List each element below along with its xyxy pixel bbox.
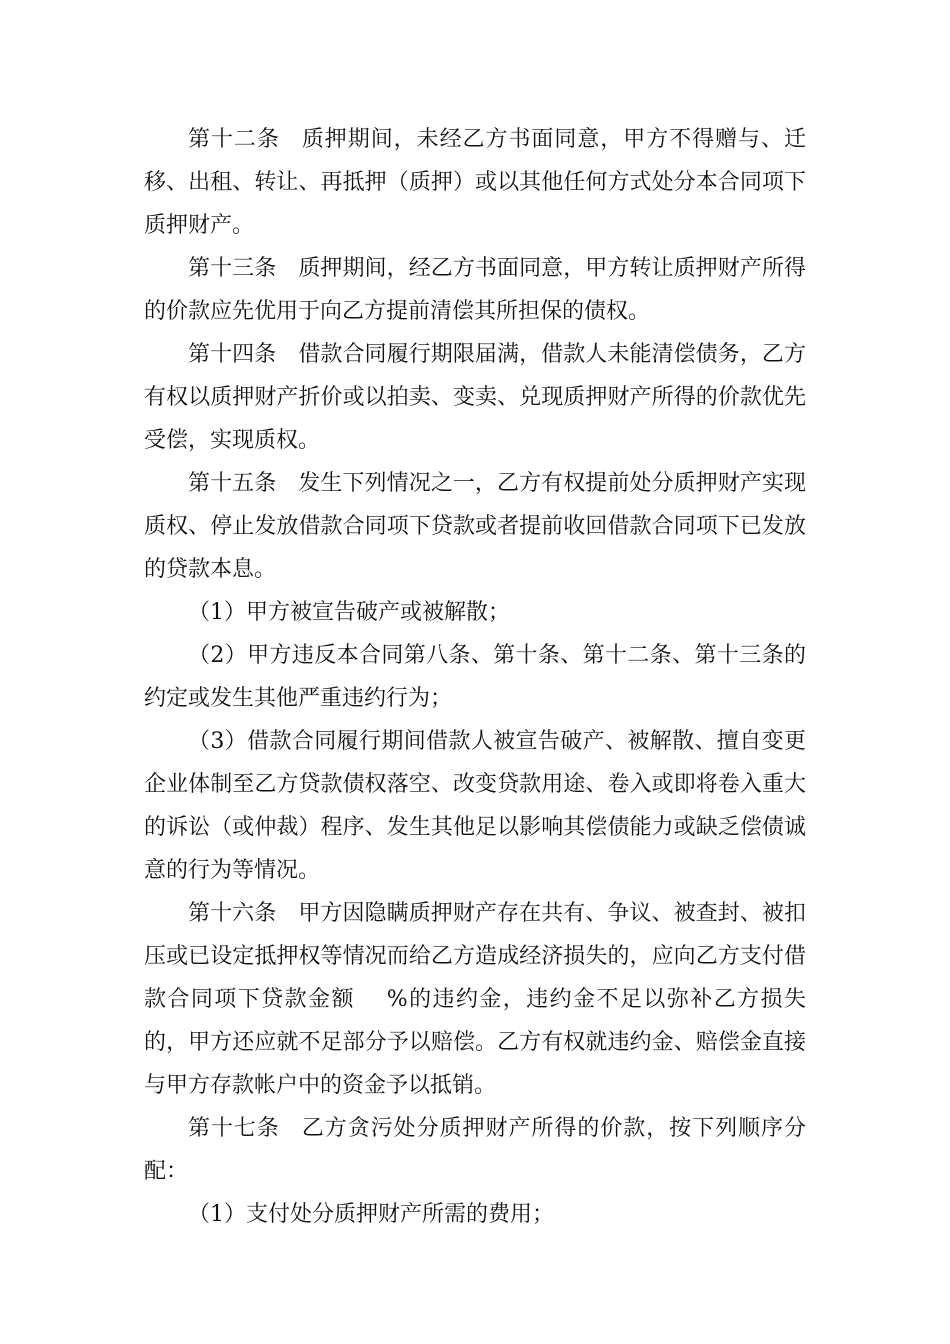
clause-16 (144, 892, 806, 1107)
clause-17 (144, 1107, 806, 1193)
clause-13 (144, 247, 806, 333)
clause-text: （3）借款合同履行期间借款人被宣告破产、被解散、擅自变更企业体制至乙方贷款债权落空、改变贷款用途、卷入或即将卷入重大的诉讼（或仲裁）程序、发生其他足以影响其偿债能力或缺乏偿债诚意的行为等情况。 (144, 729, 806, 883)
clause-15-item-2 (144, 634, 806, 720)
clause-14 (144, 333, 806, 462)
clause-15-item-3 (144, 720, 806, 892)
clause-text: （1）甲方被宣告破产或被解散； (188, 600, 510, 625)
contract-body (144, 118, 806, 1236)
article-number: 第十二条 (188, 127, 280, 152)
clause-text: 乙方贪污处分质押财产所得的价款，按下列顺序分配： (144, 1116, 806, 1184)
clause-15-item-1 (144, 591, 806, 634)
clause-text: （1）支付处分质押财产所需的费用； (188, 1202, 554, 1227)
article-number: 第十三条 (188, 256, 277, 281)
clause-text: 借款合同履行期限届满，借款人未能清偿债务，乙方有权以质押财产折价或以拍卖、变卖、兑现质押财产所得的价款优先受偿，实现质权。 (144, 342, 806, 453)
clause-text: 甲方因隐瞒质押财产存在共有、争议、被查封、被扣压或已设定抵押权等情况而给乙方造成经济损失的，应向乙方支付借款合同项下贷款金额 %的违约金，违约金不足以弥补乙方损失的，甲方还应就不足部分予以赔偿。乙方有权就违约金、赔偿金直接与甲方存款帐户中的资金予以抵销。 (144, 901, 806, 1098)
article-number: 第十六条 (188, 901, 277, 926)
article-number: 第十七条 (188, 1116, 280, 1141)
clause-text: （2）甲方违反本合同第八条、第十条、第十二条、第十三条的约定或发生其他严重违约行为； (144, 643, 806, 711)
clause-text: 质押期间，经乙方书面同意，甲方转让质押财产所得的价款应先优用于向乙方提前清偿其所担保的债权。 (144, 256, 806, 324)
article-number: 第十五条 (188, 471, 277, 496)
clause-17-item-1 (144, 1193, 806, 1236)
article-number: 第十四条 (188, 342, 277, 367)
clause-text: 发生下列情况之一，乙方有权提前处分质押财产实现质权、停止发放借款合同项下贷款或者提前收回借款合同项下已发放的贷款本息。 (144, 471, 806, 582)
clause-12 (144, 118, 806, 247)
clause-text: 质押期间，未经乙方书面同意，甲方不得赠与、迁移、出租、转让、再抵押（质押）或以其他任何方式处分本合同项下质押财产。 (144, 127, 806, 238)
clause-15 (144, 462, 806, 591)
